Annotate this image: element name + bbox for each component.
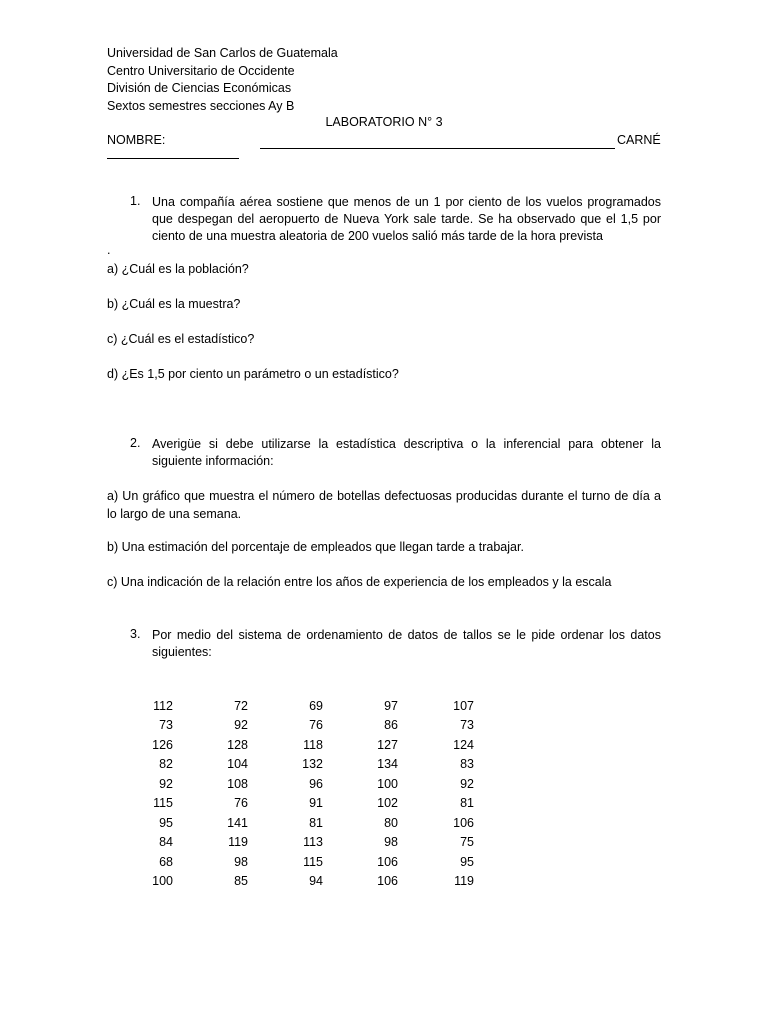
table-cell: 94 [309,874,323,889]
table-cell: 68 [159,854,173,869]
table-row [148,716,474,736]
table-cell: 72 [234,698,248,713]
q3-text: Por medio del sistema de ordenamiento de datos de tallos se le pide ordenar los datos siguientes: [152,628,661,659]
table-row [148,735,474,755]
table-row [148,794,474,814]
table-cell: 104 [227,757,248,772]
table-cell: 92 [159,776,173,791]
data-table [148,696,474,891]
table-cell: 76 [309,718,323,733]
table-cell: 95 [159,815,173,830]
table-cell: 124 [453,737,474,752]
table-cell: 75 [460,835,474,850]
header-sections: Sextos semestres secciones Ay B [107,99,295,113]
table-cell: 126 [152,737,173,752]
q2-item-c: c) Una indicación de la relación entre los años de experiencia de los empleados y la escala [107,575,612,589]
table-row [148,696,474,716]
table-cell: 127 [377,737,398,752]
q1-item-a: a) ¿Cuál es la población? [107,262,249,276]
table-cell: 91 [309,796,323,811]
table-cell: 106 [377,874,398,889]
table-cell: 118 [303,737,323,752]
table-cell: 100 [377,776,398,791]
q1-dot: . [107,243,111,257]
table-cell: 102 [377,796,398,811]
table-cell: 112 [153,698,173,713]
table-row [148,833,474,853]
table-cell: 132 [302,757,323,772]
page-title: LABORATORIO N° 3 [325,115,443,129]
table-cell: 106 [377,854,398,869]
nombre-label: NOMBRE: [107,133,166,147]
table-cell: 108 [227,776,248,791]
table-cell: 119 [454,874,474,889]
table-cell: 115 [303,854,323,869]
table-cell: 92 [460,776,474,791]
q2-item-a: a) Un gráfico que muestra el número de botellas defectuosas producidas durante el turno de día a lo largo de una semana. [107,489,661,521]
q1-number: 1. [130,194,141,208]
table-cell: 81 [460,796,474,811]
q1-item-b: b) ¿Cuál es la muestra? [107,297,241,311]
table-cell: 84 [159,835,173,850]
table-cell: 73 [159,718,173,733]
table-cell: 83 [460,757,474,772]
q2-text: Averigüe si debe utilizarse la estadística descriptiva o la inferencial para obtener la siguiente información: [152,437,661,468]
q2-item-b: b) Una estimación del porcentaje de empleados que llegan tarde a trabajar. [107,540,524,554]
table-cell: 100 [152,874,173,889]
table-cell: 95 [460,854,474,869]
table-cell: 85 [234,874,248,889]
table-cell: 115 [153,796,173,811]
table-cell: 128 [227,737,248,752]
table-cell: 134 [377,757,398,772]
table-row [148,774,474,794]
q1-item-d: d) ¿Es 1,5 por ciento un parámetro o un estadístico? [107,367,399,381]
q3-number: 3. [130,627,141,641]
table-cell: 97 [384,698,398,713]
carne-underline [107,158,239,159]
table-cell: 119 [228,835,248,850]
q2-number: 2. [130,436,141,450]
table-row [148,852,474,872]
header-division: División de Ciencias Económicas [107,81,292,95]
nombre-underline [260,148,615,149]
q1-item-c: c) ¿Cuál es el estadístico? [107,332,255,346]
header-university: Universidad de San Carlos de Guatemala [107,46,338,60]
table-cell: 73 [460,718,474,733]
carne-label: CARNÉ [617,133,661,147]
table-cell: 98 [234,854,248,869]
table-cell: 113 [303,835,323,850]
table-cell: 80 [384,815,398,830]
table-cell: 92 [234,718,248,733]
table-cell: 141 [227,815,248,830]
table-cell: 82 [159,757,173,772]
table-cell: 107 [453,698,474,713]
table-cell: 69 [309,698,323,713]
table-cell: 76 [234,796,248,811]
table-cell: 106 [453,815,474,830]
table-row [148,813,474,833]
table-row [148,755,474,775]
header-center: Centro Universitario de Occidente [107,64,295,78]
table-cell: 86 [384,718,398,733]
table-row [148,872,474,892]
table-cell: 81 [309,815,323,830]
table-cell: 96 [309,776,323,791]
q1-text: Una compañía aérea sostiene que menos de un 1 por ciento de los vuelos programados que despegan del aeropuerto de Nueva York sale tarde. Se ha observado que el 1,5 por ciento de una muestra aleatoria de 200 vuelos salió más tarde de la hora prevista [152,195,661,243]
table-cell: 98 [384,835,398,850]
